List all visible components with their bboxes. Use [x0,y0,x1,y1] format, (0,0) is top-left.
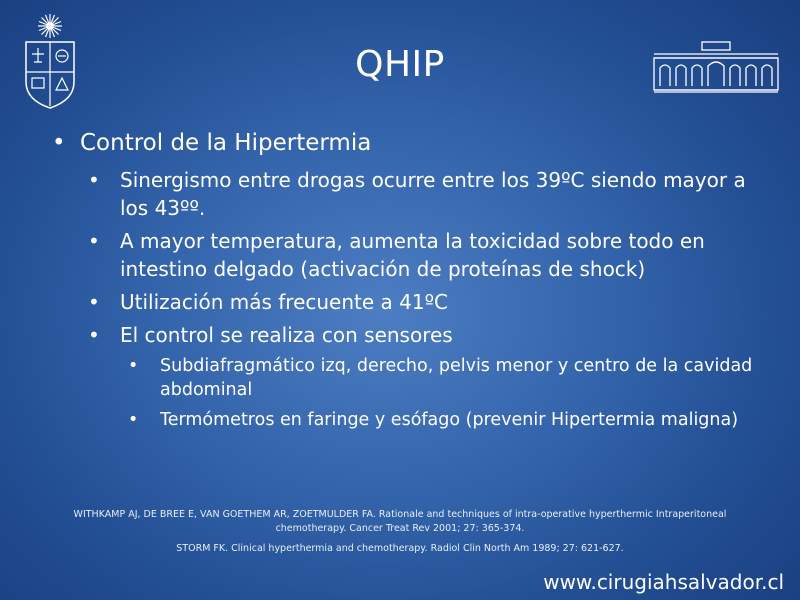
slide-body [48,128,768,438]
list-item [48,128,768,158]
list-item [48,408,768,432]
bullet-icon: • [52,130,66,156]
bullet-icon: • [128,410,139,430]
bullet-icon: • [128,356,139,376]
references [70,508,730,562]
list-item-text: Sinergismo entre drogas ocurre entre los 39ºC siendo mayor a los 43ºº. [120,168,746,220]
list-item-text: Termómetros en faringe y esófago (prevenir Hipertermia maligna) [160,410,739,430]
list-item [48,166,768,222]
list-item [48,227,768,283]
reference-text: WITHKAMP AJ, DE BREE E, VAN GOETHEM AR, ZOETMULDER FA. Rationale and techniques of intra-operative hyperthermic Intraperitoneal chemotherapy. Cancer Treat Rev 2001; 27: 365-374. [73,509,727,534]
list-item [48,321,768,349]
list-item-text: Subdiafragmático izq, derecho, pelvis menor y centro de la cavidad abdominal [160,356,753,400]
slide-title: QHIP [355,44,445,85]
list-item [48,288,768,316]
bullet-icon: • [88,290,100,314]
bullet-icon: • [88,323,100,347]
reference-text: STORM FK. Clinical hyperthermia and chemotherapy. Radiol Clin North Am 1989; 27: 621-627. [176,543,624,554]
bullet-list [48,128,768,432]
list-item-text: A mayor temperatura, aumenta la toxicidad sobre todo en intestino delgado (activación de proteínas de shock) [120,229,705,281]
bullet-icon: • [88,229,100,253]
list-item [48,354,768,402]
list-item-text: El control se realiza con sensores [120,323,453,347]
website-url: www.cirugiahsalvador.cl [543,570,784,594]
list-item-text: Control de la Hipertermia [80,130,372,156]
list-item-text: Utilización más frecuente a 41ºC [120,290,448,314]
bullet-icon: • [88,168,100,192]
